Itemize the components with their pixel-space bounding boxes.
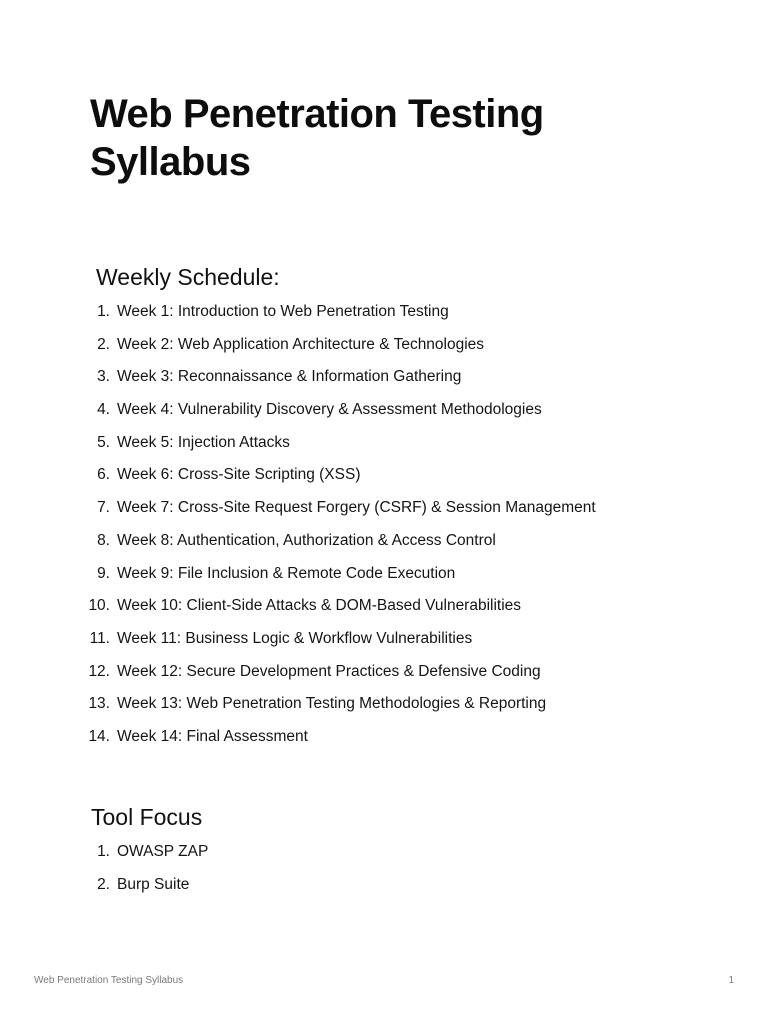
list-item [0, 365, 700, 398]
page-title: Web Penetration Testing Syllabus [90, 92, 544, 184]
list-item [0, 873, 700, 906]
list-item-number: 8. [97, 531, 110, 549]
weekly-schedule-heading: Weekly Schedule: [96, 264, 280, 290]
list-item-number: 9. [97, 564, 110, 582]
list-item [0, 725, 700, 758]
list-item [0, 496, 700, 529]
list-item-text: Week 6: Cross-Site Scripting (XSS) [117, 466, 361, 484]
list-item-text: Week 14: Final Assessment [117, 727, 308, 745]
list-item [0, 529, 700, 562]
list-item-number: 1. [97, 303, 110, 320]
list-item-number: 1. [97, 843, 110, 860]
list-item-text: Week 10: Client-Side Attacks & DOM-Based Vulnerabilities [117, 597, 522, 615]
footer-document-title: Web Penetration Testing Syllabus [34, 975, 184, 986]
list-item-number: 10. [88, 597, 110, 615]
list-item-number: 5. [97, 433, 110, 451]
list-item-text: Week 5: Injection Attacks [117, 433, 290, 451]
list-item [0, 594, 700, 627]
list-item [0, 398, 700, 431]
list-item-number: 12. [88, 662, 110, 680]
list-item-text: Week 11: Business Logic & Workflow Vulnerabilities [117, 629, 473, 647]
list-item [0, 463, 700, 496]
list-item-text: Week 9: File Inclusion & Remote Code Execution [117, 564, 456, 582]
list-item-number: 4. [97, 401, 110, 419]
list-item-text: Week 13: Web Penetration Testing Methodologies & Reporting [117, 695, 547, 713]
list-item-text: Week 4: Vulnerability Discovery & Assessment Methodologies [117, 401, 542, 419]
list-item-text: Week 8: Authentication, Authorization & Access Control [117, 531, 496, 549]
list-item [0, 333, 700, 366]
list-item-text: OWASP ZAP [117, 843, 209, 860]
tool-focus-list [0, 840, 700, 905]
list-item-number: 7. [97, 499, 110, 517]
list-item-text: Week 1: Introduction to Web Penetration Testing [117, 303, 449, 320]
list-item-number: 11. [89, 629, 110, 647]
list-item [0, 692, 700, 725]
list-item [0, 562, 700, 595]
tool-focus-heading: Tool Focus [91, 804, 203, 830]
list-item [0, 300, 700, 333]
list-item-text: Week 2: Web Application Architecture & Technologies [117, 335, 485, 353]
weekly-schedule-list [0, 300, 700, 758]
list-item-number: 14. [88, 727, 110, 745]
list-item-text: Burp Suite [117, 875, 190, 893]
list-item-text: Week 12: Secure Development Practices & Defensive Coding [117, 662, 541, 680]
list-item-number: 2. [97, 335, 110, 353]
list-item [0, 627, 700, 660]
list-item-number: 6. [97, 466, 110, 484]
footer-page-number: 1 [728, 975, 734, 986]
list-item [0, 660, 700, 693]
list-item [0, 431, 700, 464]
list-item-number: 13. [88, 695, 110, 713]
list-item-number: 2. [97, 875, 110, 893]
list-item-text: Week 3: Reconnaissance & Information Gathering [117, 368, 462, 386]
list-item-text: Week 7: Cross-Site Request Forgery (CSRF) & Session Management [117, 499, 596, 517]
list-item [0, 840, 700, 873]
list-item-number: 3. [97, 368, 110, 386]
